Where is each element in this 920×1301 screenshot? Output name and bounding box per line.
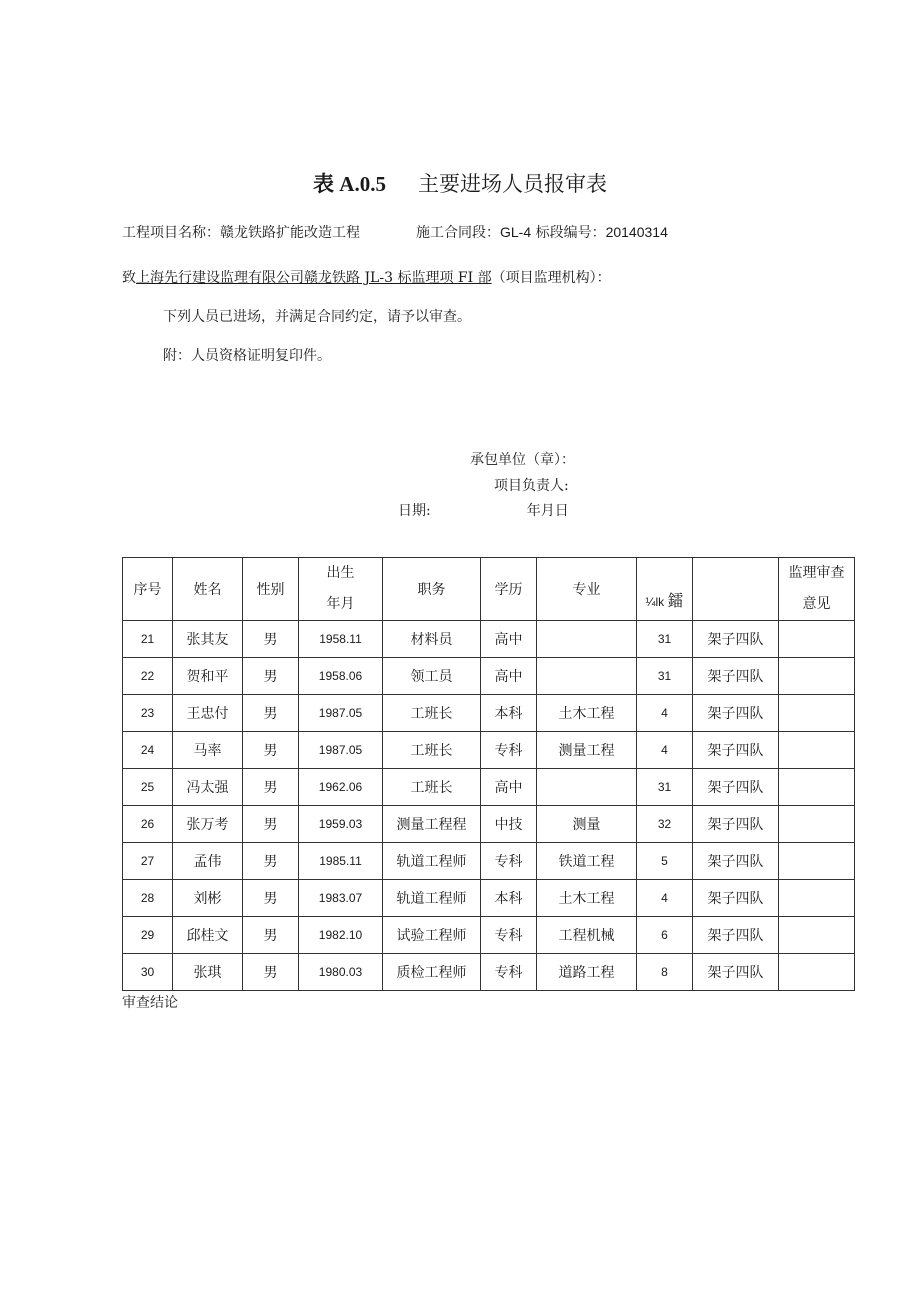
header-major: 专业: [537, 558, 637, 621]
cell-education: 高中: [481, 658, 537, 695]
cell-education: 本科: [481, 695, 537, 732]
cell-education: 专科: [481, 917, 537, 954]
cell-gender: 男: [243, 732, 299, 769]
table-header-row: [123, 558, 855, 621]
cell-education: 本科: [481, 880, 537, 917]
cell-years: 6: [637, 917, 693, 954]
form-name: 主要进场人员报审表: [417, 172, 607, 196]
cell-team: 架子四队: [693, 917, 779, 954]
cell-name: 王忠付: [173, 695, 243, 732]
project-leader-label: 项目负责人:: [494, 478, 569, 494]
cell-review: [779, 621, 855, 658]
cell-years: 31: [637, 621, 693, 658]
body-line-1: 下列人员已进场，并满足合同约定，请予以审查。: [163, 309, 471, 325]
table-row: [123, 880, 855, 917]
table-row: [123, 695, 855, 732]
cell-review: [779, 880, 855, 917]
cell-position: 质检工程师: [383, 954, 481, 991]
cell-position: 领工员: [383, 658, 481, 695]
cell-name: 张其友: [173, 621, 243, 658]
cell-years: 32: [637, 806, 693, 843]
header-education: 学历: [481, 558, 537, 621]
personnel-table: [122, 557, 855, 991]
cell-major: 工程机械: [537, 917, 637, 954]
cell-team: 架子四队: [693, 954, 779, 991]
cell-seq: 25: [123, 769, 173, 806]
cell-position: 轨道工程师: [383, 880, 481, 917]
project-info-line: [122, 222, 668, 242]
page-title: [0, 168, 920, 198]
header-gender: 性别: [243, 558, 299, 621]
cell-major: 土木工程: [537, 880, 637, 917]
header-birth: 出生 年月: [299, 558, 383, 621]
contractor-seal-label: 承包单位（章）：: [470, 452, 575, 468]
cell-name: 冯太强: [173, 769, 243, 806]
contract-value: GL-4: [500, 224, 532, 240]
cell-name: 刘彬: [173, 880, 243, 917]
cell-major: 测量工程: [537, 732, 637, 769]
cell-gender: 男: [243, 806, 299, 843]
date-line: [398, 500, 569, 520]
cell-major: [537, 621, 637, 658]
cell-education: 高中: [481, 769, 537, 806]
number-label: 标段编号：: [535, 225, 606, 241]
cell-birth: 1962.06: [299, 769, 383, 806]
cell-seq: 24: [123, 732, 173, 769]
cell-years: 31: [637, 658, 693, 695]
cell-major: [537, 769, 637, 806]
cell-gender: 男: [243, 621, 299, 658]
cell-gender: 男: [243, 843, 299, 880]
table-row: [123, 806, 855, 843]
table-row: [123, 658, 855, 695]
cell-major: 道路工程: [537, 954, 637, 991]
cell-education: 专科: [481, 954, 537, 991]
cell-team: 架子四队: [693, 732, 779, 769]
cell-name: 孟伟: [173, 843, 243, 880]
table-row: [123, 732, 855, 769]
cell-team: 架子四队: [693, 658, 779, 695]
body-line-2: 附：人员资格证明复印件。: [163, 348, 331, 364]
cell-birth: 1985.11: [299, 843, 383, 880]
cell-birth: 1958.06: [299, 658, 383, 695]
cell-major: 测量: [537, 806, 637, 843]
table-row: [123, 843, 855, 880]
header-seq: 序号: [123, 558, 173, 621]
cell-review: [779, 695, 855, 732]
header-years: ¼lk 鐳: [637, 558, 693, 621]
number-value: 20140314: [605, 224, 668, 240]
cell-birth: 1959.03: [299, 806, 383, 843]
cell-gender: 男: [243, 695, 299, 732]
header-position: 职务: [383, 558, 481, 621]
cell-review: [779, 954, 855, 991]
contract-label: 施工合同段：: [416, 225, 500, 241]
cell-team: 架子四队: [693, 806, 779, 843]
cell-position: 测量工程程: [383, 806, 481, 843]
cell-name: 贺和平: [173, 658, 243, 695]
cell-years: 5: [637, 843, 693, 880]
cell-gender: 男: [243, 917, 299, 954]
cell-name: 张琪: [173, 954, 243, 991]
cell-gender: 男: [243, 769, 299, 806]
addressee-prefix: 致: [122, 270, 136, 286]
project-name: 赣龙铁路扩能改造工程: [220, 225, 360, 241]
project-label: 工程项目名称：: [122, 225, 220, 241]
cell-seq: 22: [123, 658, 173, 695]
cell-major: [537, 658, 637, 695]
table-row: [123, 769, 855, 806]
table-row: [123, 954, 855, 991]
review-conclusion-label: 审查结论: [122, 995, 178, 1011]
cell-years: 4: [637, 695, 693, 732]
cell-birth: 1958.11: [299, 621, 383, 658]
cell-review: [779, 732, 855, 769]
date-value: 年月日: [526, 503, 569, 519]
addressee-line: [122, 267, 611, 287]
cell-seq: 27: [123, 843, 173, 880]
cell-review: [779, 806, 855, 843]
header-name: 姓名: [173, 558, 243, 621]
cell-gender: 男: [243, 954, 299, 991]
date-label: 日期:: [398, 503, 431, 519]
cell-position: 工班长: [383, 732, 481, 769]
cell-years: 4: [637, 880, 693, 917]
cell-name: 马率: [173, 732, 243, 769]
form-code: 表 A.0.5: [313, 172, 386, 196]
cell-education: 高中: [481, 621, 537, 658]
table-row: [123, 917, 855, 954]
cell-education: 专科: [481, 732, 537, 769]
cell-birth: 1987.05: [299, 695, 383, 732]
cell-birth: 1987.05: [299, 732, 383, 769]
header-review: 监理审查 意见: [779, 558, 855, 621]
cell-position: 试验工程师: [383, 917, 481, 954]
cell-position: 工班长: [383, 695, 481, 732]
cell-team: 架子四队: [693, 843, 779, 880]
cell-gender: 男: [243, 880, 299, 917]
cell-years: 4: [637, 732, 693, 769]
cell-name: 邱桂文: [173, 917, 243, 954]
cell-birth: 1982.10: [299, 917, 383, 954]
cell-team: 架子四队: [693, 769, 779, 806]
cell-gender: 男: [243, 658, 299, 695]
addressee-org: 上海先行建设监理有限公司赣龙铁路 JL-3 标监理项 FI 部: [136, 270, 492, 286]
addressee-suffix: （项目监理机构）：: [491, 270, 611, 286]
cell-seq: 30: [123, 954, 173, 991]
cell-birth: 1983.07: [299, 880, 383, 917]
cell-education: 专科: [481, 843, 537, 880]
cell-team: 架子四队: [693, 621, 779, 658]
cell-review: [779, 769, 855, 806]
cell-major: 土木工程: [537, 695, 637, 732]
cell-position: 轨道工程师: [383, 843, 481, 880]
cell-seq: 21: [123, 621, 173, 658]
header-team: [693, 558, 779, 621]
cell-seq: 28: [123, 880, 173, 917]
cell-position: 材料员: [383, 621, 481, 658]
table-row: [123, 621, 855, 658]
cell-name: 张万考: [173, 806, 243, 843]
cell-position: 工班长: [383, 769, 481, 806]
cell-education: 中技: [481, 806, 537, 843]
cell-birth: 1980.03: [299, 954, 383, 991]
cell-team: 架子四队: [693, 880, 779, 917]
cell-major: 铁道工程: [537, 843, 637, 880]
cell-years: 31: [637, 769, 693, 806]
cell-seq: 26: [123, 806, 173, 843]
cell-seq: 29: [123, 917, 173, 954]
cell-review: [779, 658, 855, 695]
cell-years: 8: [637, 954, 693, 991]
cell-review: [779, 843, 855, 880]
cell-team: 架子四队: [693, 695, 779, 732]
cell-review: [779, 917, 855, 954]
cell-seq: 23: [123, 695, 173, 732]
